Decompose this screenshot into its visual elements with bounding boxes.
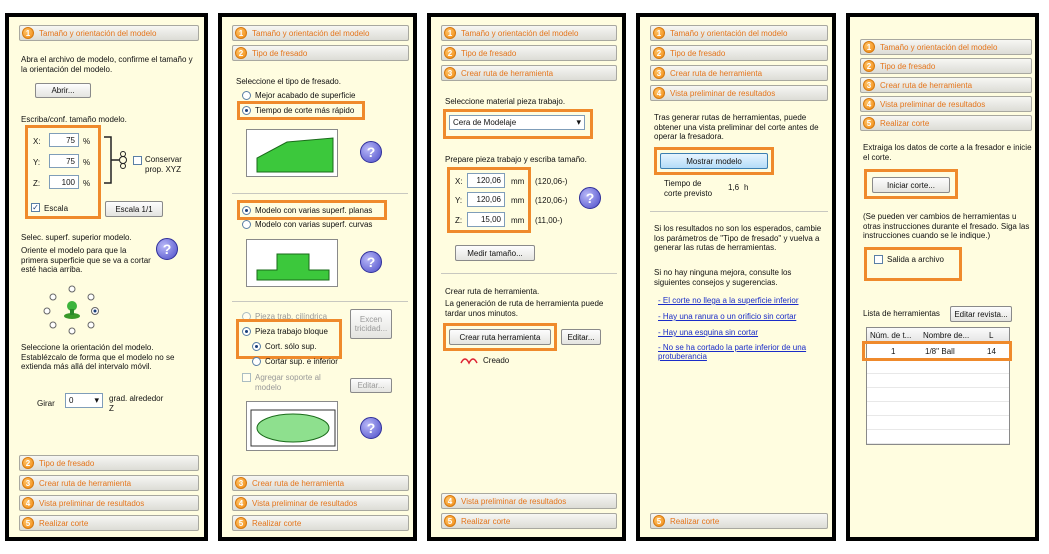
help-icon[interactable]: ? bbox=[579, 187, 601, 209]
support-edit-button: Editar... bbox=[350, 378, 392, 393]
top-only-label: Cort. sólo sup. bbox=[265, 342, 317, 351]
tab-milling-type[interactable]: 2 Tipo de fresado bbox=[860, 58, 1032, 74]
tab-model-size[interactable]: 1 Tamaño y orientación del modelo bbox=[19, 25, 199, 41]
curved-surfaces-label: Modelo con varias superf. curvas bbox=[255, 220, 373, 229]
step-5-icon: 5 bbox=[444, 515, 456, 527]
info-tips: Si no hay ninguna mejora, consulte los siguientes consejos y sugerencias. bbox=[654, 268, 792, 287]
y-workpiece-input[interactable]: 120,06 bbox=[467, 192, 505, 207]
estimated-time-unit: h bbox=[744, 183, 749, 192]
edit-magazine-button[interactable]: Editar revista... bbox=[950, 306, 1012, 322]
step-3-icon: 3 bbox=[863, 79, 875, 91]
finish-quality-label: Mejor acabado de superficie bbox=[255, 91, 356, 100]
degree-label: grad. alrededor Z bbox=[109, 394, 164, 413]
output-file-label: Salida a archivo bbox=[887, 255, 944, 264]
z-label: Z: bbox=[33, 179, 41, 188]
size-label: Escriba/conf. tamaño modelo. bbox=[21, 115, 127, 124]
created-status: Creado bbox=[483, 356, 510, 365]
top-bottom-label: Cortar sup. e inferior bbox=[265, 357, 338, 366]
x-workpiece-input[interactable]: 120,06 bbox=[467, 173, 505, 188]
toolpath-edit-button[interactable]: Editar... bbox=[561, 329, 601, 345]
divider bbox=[441, 273, 617, 274]
step-4-icon: 4 bbox=[444, 495, 456, 507]
surface-title: Selec. superf. superior modelo. bbox=[21, 233, 132, 242]
tab-preview[interactable]: 4 Vista preliminar de resultados bbox=[441, 493, 617, 509]
top-only-radio[interactable] bbox=[252, 342, 261, 351]
toolpath-created-icon bbox=[459, 353, 481, 365]
step-3-icon: 3 bbox=[653, 67, 665, 79]
slope-preview-image bbox=[246, 129, 338, 177]
step-3-icon: 3 bbox=[22, 477, 34, 489]
rotate-select[interactable]: 0 ▾ bbox=[65, 393, 103, 408]
create-text: La generación de ruta de herramienta puede tardar unos minutos. bbox=[445, 299, 604, 318]
table-header bbox=[867, 328, 1009, 342]
step-4-icon: 4 bbox=[863, 98, 875, 110]
step-4-icon: 4 bbox=[653, 87, 665, 99]
tab-milling-type[interactable]: 2 Tipo de fresado bbox=[650, 45, 828, 61]
measure-size-button[interactable]: Medir tamaño... bbox=[455, 245, 535, 261]
x-label: X: bbox=[33, 137, 41, 146]
tab-preview[interactable]: 4 Vista preliminar de resultados bbox=[860, 96, 1032, 112]
help-icon[interactable]: ? bbox=[360, 417, 382, 439]
fast-cut-radio[interactable] bbox=[242, 106, 251, 115]
step-1-icon: 1 bbox=[444, 27, 456, 39]
curved-surfaces-radio[interactable] bbox=[242, 220, 251, 229]
scale-checkbox[interactable]: ✓ bbox=[32, 203, 39, 212]
output-file-checkbox[interactable] bbox=[874, 255, 883, 264]
keep-proportion-label: Conservar prop. XYZ bbox=[145, 155, 182, 174]
block-label: Pieza trabajo bloque bbox=[255, 327, 328, 336]
tab-create-toolpath[interactable]: 3 Crear ruta de herramienta bbox=[441, 65, 617, 81]
step-2-icon: 2 bbox=[22, 457, 34, 469]
step-2-icon: 2 bbox=[235, 47, 247, 59]
flat-surfaces-label: Modelo con varias superf. planas bbox=[255, 206, 373, 215]
milling-instructions: Seleccione el tipo de fresado. bbox=[236, 77, 341, 86]
tool-row-highlight bbox=[862, 341, 1012, 361]
start-cut-button[interactable]: Iniciar corte... bbox=[872, 177, 950, 193]
z-pct: % bbox=[83, 179, 91, 188]
tab-create-toolpath[interactable]: 3 Crear ruta de herramienta bbox=[19, 475, 199, 491]
open-instructions: Abra el archivo de modelo, confirme el tamaño y la orientación del modelo. bbox=[21, 55, 193, 74]
step-1-icon: 1 bbox=[235, 27, 247, 39]
open-button[interactable]: Abrir... bbox=[35, 83, 91, 98]
eccentricity-label: Excen tricidad... bbox=[354, 315, 388, 333]
col-tool-name[interactable]: Nombre de... bbox=[923, 331, 970, 340]
step-4-icon: 4 bbox=[22, 497, 34, 509]
output-file-highlight bbox=[864, 247, 962, 281]
create-toolpath-button[interactable]: Crear ruta herramienta bbox=[449, 329, 551, 345]
step-2-icon: 2 bbox=[863, 60, 875, 72]
tab-milling-type[interactable]: 2 Tipo de fresado bbox=[19, 455, 199, 471]
rotate-label: Girar bbox=[37, 399, 55, 408]
z-unit: mm bbox=[511, 216, 525, 225]
prepare-instructions: Prepare pieza trabajo y escriba tamaño. bbox=[445, 155, 587, 164]
block-highlight bbox=[236, 319, 342, 359]
tab-milling-type[interactable]: 2 Tipo de fresado bbox=[441, 45, 617, 61]
step-3-icon: 3 bbox=[444, 67, 456, 79]
y-pct: % bbox=[83, 158, 91, 167]
tab-model-size[interactable]: 1 Tamaño y orientación del modelo bbox=[232, 25, 409, 41]
col-tool-number[interactable]: Núm. de t... bbox=[870, 331, 912, 340]
material-instructions: Seleccione material pieza trabajo. bbox=[445, 97, 566, 106]
panel-toolpath bbox=[427, 13, 626, 541]
keep-proportion-checkbox[interactable] bbox=[133, 156, 142, 165]
row-length: 14 bbox=[987, 347, 996, 356]
tab-cut[interactable]: 5 Realizar corte bbox=[441, 513, 617, 529]
tab-cut[interactable]: 5 Realizar corte bbox=[19, 515, 199, 531]
x-size-input[interactable]: 75 bbox=[49, 133, 79, 147]
tab-preview[interactable]: 4 Vista preliminar de resultados bbox=[650, 85, 828, 101]
tab-create-toolpath[interactable]: 3 Crear ruta de herramienta bbox=[232, 475, 409, 491]
support-label: Agregar soporte al modelo bbox=[255, 373, 321, 392]
divider bbox=[232, 301, 408, 302]
z-minimum: (11,00-) bbox=[535, 216, 563, 225]
tab-model-size[interactable]: 1 Tamaño y orientación del modelo bbox=[650, 25, 828, 41]
tab-create-toolpath[interactable]: 3 Crear ruta de herramienta bbox=[650, 65, 828, 81]
z-label: Z: bbox=[455, 216, 463, 225]
finish-quality-radio[interactable] bbox=[242, 91, 251, 100]
step-2-icon: 2 bbox=[444, 47, 456, 59]
table-grid bbox=[867, 360, 1009, 444]
preview-instructions: Tras generar rutas de herramientas, puede obtener una vista preliminar del corte antes de operar la fresadora. bbox=[654, 113, 819, 141]
tab-cut[interactable]: 5 Realizar corte bbox=[860, 115, 1032, 131]
divider bbox=[232, 193, 408, 194]
scale-label: Escala bbox=[44, 204, 69, 213]
help-icon[interactable]: ? bbox=[360, 141, 382, 163]
col-length[interactable]: L bbox=[989, 331, 994, 340]
tab-milling-type[interactable]: 2 Tipo de fresado bbox=[232, 45, 409, 61]
y-size-input[interactable]: 75 bbox=[49, 154, 79, 168]
step-1-icon: 1 bbox=[863, 41, 875, 53]
create-title: Crear ruta de herramienta. bbox=[445, 287, 540, 296]
orientation-selector-icon[interactable] bbox=[39, 283, 105, 337]
block-radio[interactable] bbox=[242, 327, 251, 336]
step-1-icon: 1 bbox=[22, 27, 34, 39]
divider bbox=[650, 211, 828, 212]
surface-text: Oriente el modelo para que la primera superficie que se va a cortar esté hacia arriba. bbox=[21, 246, 151, 274]
orientation-text: Seleccione la orientación del modelo. Establézcalo de forma que el modelo no se extienda más allá del intervalo móvil. bbox=[21, 343, 175, 371]
x-unit: mm bbox=[511, 177, 525, 186]
step-5-icon: 5 bbox=[22, 517, 34, 529]
tip-link-corner[interactable]: - Hay una esquina sin cortar bbox=[658, 328, 759, 337]
row-tool-name: 1/8'' Ball bbox=[925, 347, 955, 356]
tab-cut[interactable]: 5 Realizar corte bbox=[650, 513, 828, 529]
flat-surfaces-radio[interactable] bbox=[242, 206, 251, 215]
z-size-input[interactable]: 100 bbox=[49, 175, 79, 189]
estimated-time-value: 1,6 bbox=[728, 183, 740, 192]
block-preview-image bbox=[246, 401, 338, 451]
help-icon[interactable]: ? bbox=[156, 238, 178, 260]
scale-1-1-button[interactable]: Escala 1/1 bbox=[105, 201, 163, 217]
tab-cut[interactable]: 5 Realizar corte bbox=[232, 515, 409, 531]
step-1-icon: 1 bbox=[653, 27, 665, 39]
panel-preview bbox=[636, 13, 836, 541]
help-icon[interactable]: ? bbox=[360, 251, 382, 273]
step-2-icon: 2 bbox=[653, 47, 665, 59]
tab-preview[interactable]: 4 Vista preliminar de resultados bbox=[232, 495, 409, 511]
step-4-icon: 4 bbox=[235, 497, 247, 509]
top-bottom-radio[interactable] bbox=[252, 357, 261, 366]
tools-list-label: Lista de herramientas bbox=[863, 309, 940, 318]
y-label: Y: bbox=[33, 158, 41, 167]
panel-model-size bbox=[5, 13, 208, 541]
cut-note: (Se pueden ver cambios de herramientas u otras instrucciones durante el fresado. Siga las instrucciones cuando se le indique.) bbox=[863, 212, 1030, 240]
x-pct: % bbox=[83, 137, 91, 146]
tab-preview[interactable]: 4 Vista preliminar de resultados bbox=[19, 495, 199, 511]
step-5-icon: 5 bbox=[235, 517, 247, 529]
x-minimum: (120,06-) bbox=[535, 177, 568, 186]
y-minimum: (120,06-) bbox=[535, 196, 568, 205]
x-label: X: bbox=[455, 177, 463, 186]
tab-create-toolpath[interactable]: 3 Crear ruta de herramienta bbox=[860, 77, 1032, 93]
step-5-icon: 5 bbox=[863, 117, 875, 129]
tab-model-size[interactable]: 1 Tamaño y orientación del modelo bbox=[441, 25, 617, 41]
tip-link-protrusion[interactable]: - No se ha cortado la parte inferior de una protuberancia bbox=[658, 343, 807, 361]
fast-cut-label: Tiempo de corte más rápido bbox=[255, 106, 355, 115]
tip-link-slot[interactable]: - Hay una ranura o un orificio sin cortar bbox=[658, 312, 797, 321]
step-5-icon: 5 bbox=[653, 515, 665, 527]
cylinder-label: Pieza trab. cilíndrica bbox=[255, 312, 328, 321]
step-3-icon: 3 bbox=[235, 477, 247, 489]
material-select[interactable]: Cera de Modelaje ▾ bbox=[449, 115, 585, 130]
link-bracket-icon bbox=[102, 135, 134, 187]
y-label: Y: bbox=[455, 196, 463, 205]
tip-link-bottom[interactable]: - El corte no llega a la superficie inferior bbox=[658, 296, 799, 305]
tab-model-size[interactable]: 1 Tamaño y orientación del modelo bbox=[860, 39, 1032, 55]
support-checkbox bbox=[242, 373, 251, 382]
estimated-time-label: Tiempo de corte previsto bbox=[664, 179, 713, 198]
show-model-button[interactable]: Mostrar modelo bbox=[660, 153, 768, 169]
row-tool-number: 1 bbox=[891, 347, 896, 356]
eccentricity-button bbox=[350, 309, 392, 339]
cut-instructions: Extraiga los datos de corte a la fresador e inicie el corte. bbox=[863, 143, 1032, 162]
step-shape-preview-image bbox=[246, 239, 338, 287]
y-unit: mm bbox=[511, 196, 525, 205]
panel-milling-type bbox=[218, 13, 417, 541]
z-workpiece-input[interactable]: 15,00 bbox=[467, 212, 505, 227]
panel-cut bbox=[846, 13, 1039, 541]
info-retry: Si los resultados no son los esperados, cambie los parámetros de "Tipo de fresado" y vuelva a generar las rutas de herramientas. bbox=[654, 224, 822, 252]
